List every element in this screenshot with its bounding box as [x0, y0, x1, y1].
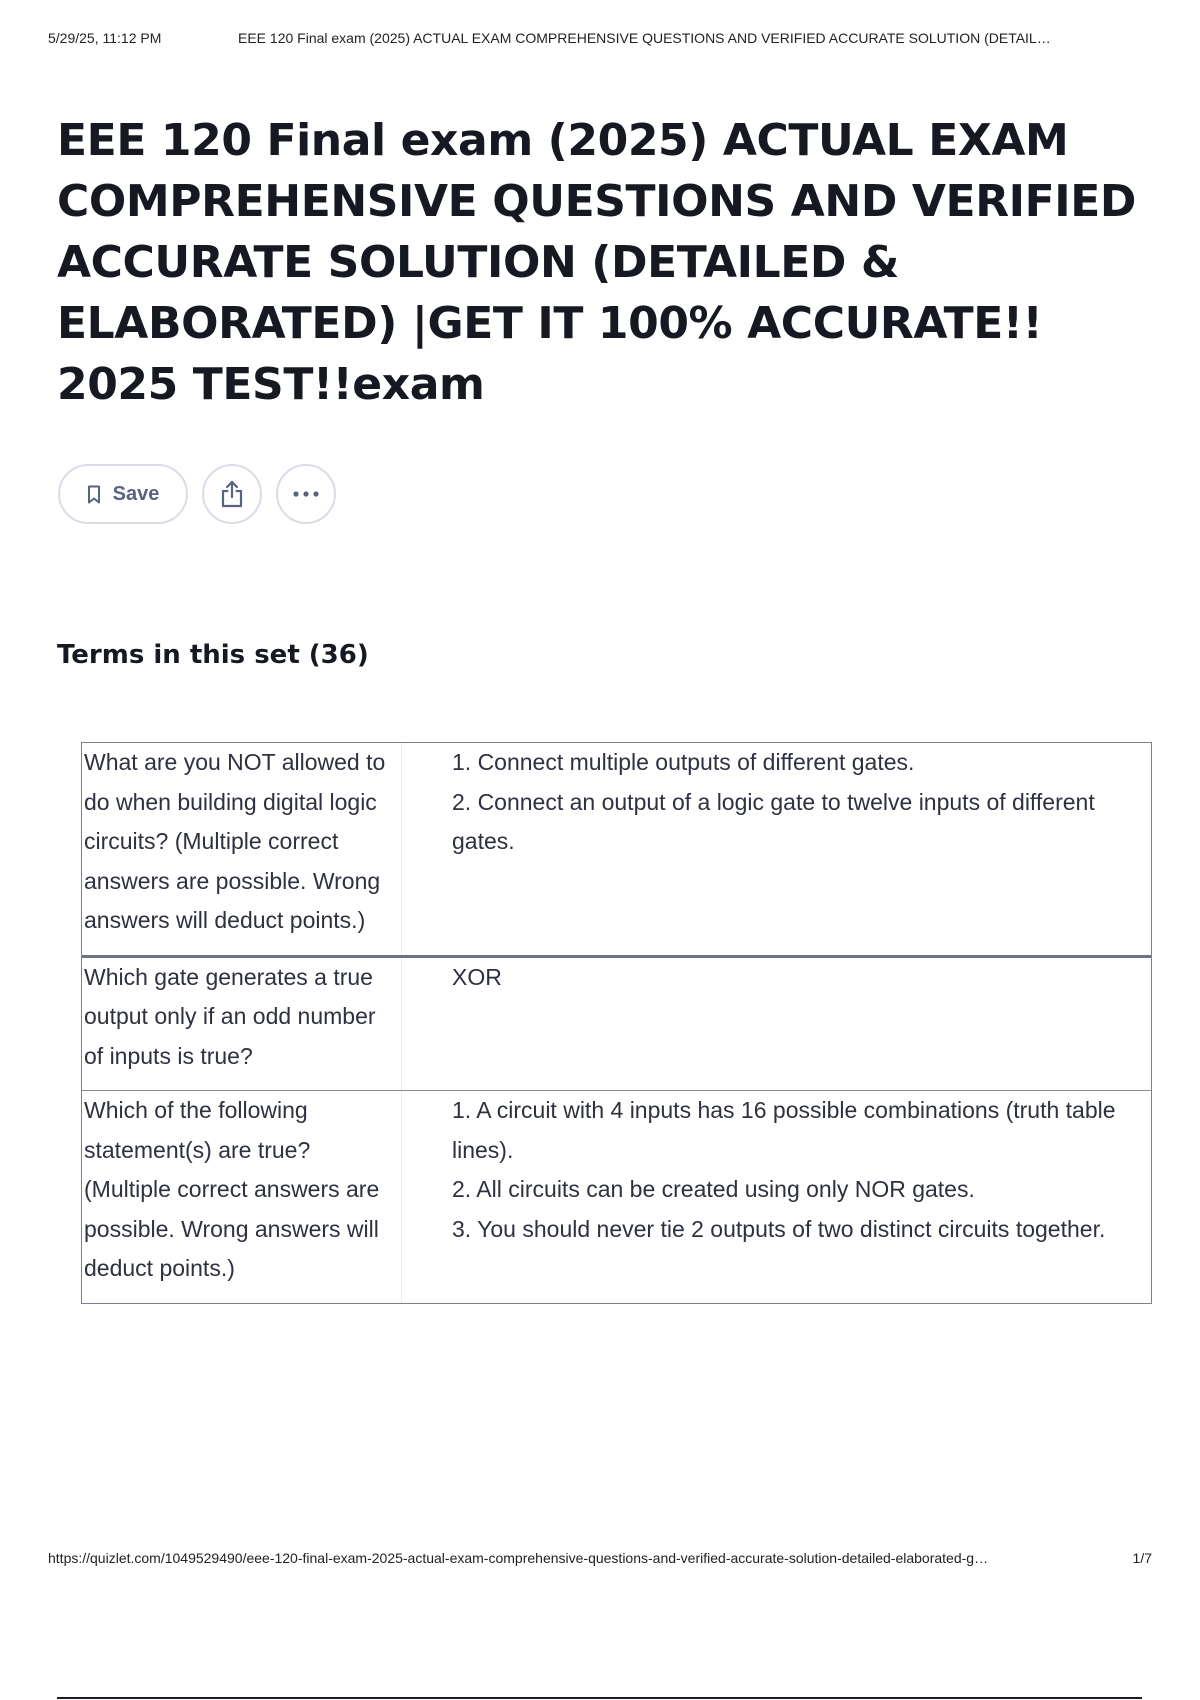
action-bar [58, 464, 336, 524]
term-answer [402, 743, 1151, 955]
more-icon [293, 491, 319, 497]
page-indicator: 1/7 [1132, 1550, 1152, 1566]
save-button[interactable] [58, 464, 188, 524]
answer-line: 2. Connect an output of a logic gate to twelve inputs of different gates. [452, 788, 1095, 854]
share-icon [219, 480, 245, 508]
table-row [82, 958, 1151, 1092]
bookmark-icon [87, 485, 101, 504]
page-divider [57, 1697, 1142, 1699]
print-doc-title: EEE 120 Final exam (2025) ACTUAL EXAM COMPREHENSIVE QUESTIONS AND VERIFIED ACCURATE SOLUTION (DETAIL… [238, 30, 1051, 46]
answer-line: 1. A circuit with 4 inputs has 16 possible combinations (truth table lines). [452, 1097, 1116, 1163]
print-datetime: 5/29/25, 11:12 PM [48, 30, 162, 46]
term-question: Which of the following statement(s) are true? (Multiple correct answers are possible. Wrong answers will deduct points.) [82, 1091, 402, 1303]
table-row [82, 743, 1151, 958]
print-footer [48, 1550, 1152, 1566]
print-url[interactable]: https://quizlet.com/1049529490/eee-120-final-exam-2025-actual-exam-comprehensive-questions-and-verified-accurate-solution-detailed-elaborated-g… [48, 1550, 989, 1566]
terms-heading: Terms in this set (36) [57, 640, 369, 670]
term-question: What are you NOT allowed to do when building digital logic circuits? (Multiple correct answers are possible. Wrong answers will deduct points.) [82, 743, 402, 955]
page-title: EEE 120 Final exam (2025) ACTUAL EXAM COMPREHENSIVE QUESTIONS AND VERIFIED ACCURATE SOLUTION (DETAILED & ELABORATED) |GET IT 100% ACCURATE!! 2025 TEST!!exam [57, 115, 1137, 410]
answer-line: 1. Connect multiple outputs of different gates. [452, 749, 915, 775]
answer-line: 2. All circuits can be created using only NOR gates. [452, 1176, 975, 1202]
table-row [82, 1091, 1151, 1303]
term-answer [402, 958, 1151, 1091]
print-header [48, 30, 1152, 46]
save-label: Save [112, 482, 160, 505]
term-answer [402, 1091, 1151, 1303]
answer-line: XOR [452, 963, 502, 990]
more-button[interactable] [276, 464, 336, 524]
answer-line: 3. You should never tie 2 outputs of two distinct circuits together. [452, 1215, 1106, 1242]
terms-table [81, 742, 1152, 1304]
term-question: Which gate generates a true output only if an odd number of inputs is true? [82, 958, 402, 1091]
share-button[interactable] [202, 464, 262, 524]
